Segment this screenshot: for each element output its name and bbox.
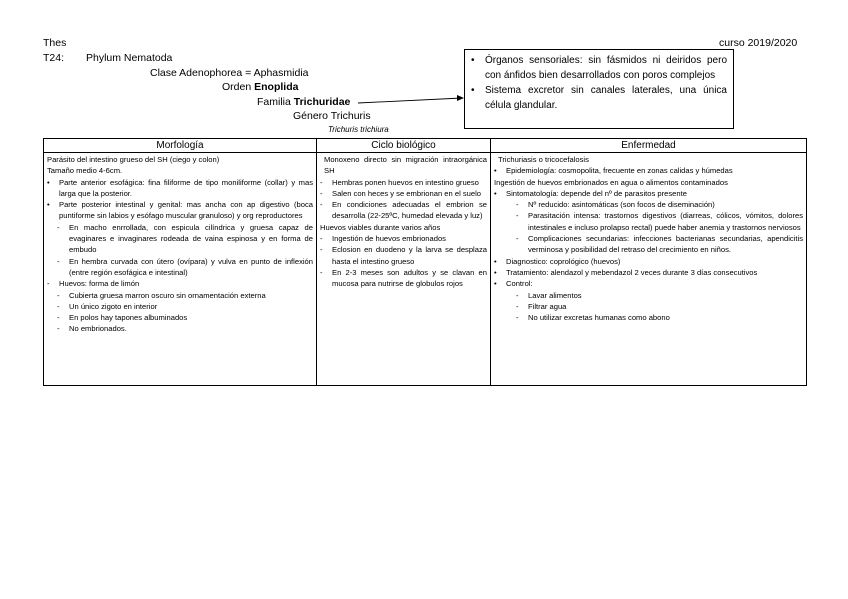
morfologia-cell (44, 153, 317, 386)
clase-label: Clase Adenophorea = Aphasmidia (150, 67, 309, 79)
list-item: • Parte posterior intestinal y genital: mas ancha con ap digestivo (boca puntiforme sin labios y esófago muscular granuloso) y org reproductores (47, 200, 313, 221)
list-item: - Eclosion en duodeno y la larva se desplaza hasta el intestino grueso (320, 245, 487, 266)
list-item: - Salen con heces y se embrionan en el suelo (320, 188, 482, 198)
list-item: - En polos hay tapones albuminados (57, 313, 188, 323)
list-item: - Un único zigoto en interior (57, 301, 158, 311)
list-item: - En hembra curvada con útero (ovípara) y vulva en punto de inflexión (entre región esofágica e intestinal) (57, 256, 313, 277)
list-item: - En 2-3 meses son adultos y se clavan en mucosa para nutrirse de globulos rojos (320, 267, 487, 289)
course-year: curso 2019/2020 (719, 37, 798, 49)
list-item: • Diagnostico: coprológico (huevos) (494, 256, 621, 266)
summary-table (43, 138, 807, 386)
species-caption: Trichuris trichiura (328, 125, 389, 134)
header-left: Thes (43, 37, 67, 49)
list-item: - Lavar alimentos (516, 290, 582, 300)
genero-label: Género Trichuris (293, 110, 371, 122)
list-item: - Filtrar agua (516, 301, 567, 311)
topic-code: T24: (43, 52, 65, 64)
orden-prefix: Orden (222, 81, 255, 93)
list-item: - Hembras ponen huevos en intestino grueso (320, 177, 479, 187)
callout-item: • Órganos sensoriales: sin fásmidos ni deiridos pero con ánfidos bien desarrollados con poros complejos (471, 55, 727, 81)
header-ciclo: Ciclo biológico (317, 139, 491, 153)
list-item: • Parte anterior esofágica: fina filiforme de tipo moniliforme (collar) y mas larga que la posterior. (47, 177, 313, 198)
list-item: • Sintomatología: depende del nº de parasitos presente (494, 188, 687, 198)
list-item: Monoxeno directo sin migración intraorgánica SH (324, 155, 487, 176)
list-item: - No utilizar excretas humanas como abono (516, 313, 670, 323)
callout-box (464, 49, 734, 129)
list-item: - Parasitación intensa: trastornos digestivos (diarreas, cólicos, vómitos, dolores intestinales e incluso prolapso rectal) puede haber anemia y trastornos nerviosos (516, 211, 803, 232)
enfermedad-cell (491, 153, 807, 386)
familia-name: Trichuridae (293, 96, 351, 108)
orden-name: Enoplida (254, 81, 299, 93)
list-item: • Epidemiología: cosmopolita, frecuente en zonas calidas y húmedas (494, 166, 733, 176)
list-item: Parásito del intestino grueso del SH (ciego y colon) (47, 155, 220, 164)
header-morfologia: Morfología (44, 139, 317, 153)
list-item: - Huevos: forma de limón (47, 279, 140, 289)
list-item: - No embrionados. (57, 324, 127, 334)
list-item: • Tratamiento: alendazol y mebendazol 2 veces durante 3 días consecutivos (494, 267, 758, 277)
list-item: Ingestión de huevos embrionados en agua o alimentos contaminados (494, 177, 728, 187)
list-item: Trichuriasis o tricocefalosis (498, 155, 589, 164)
list-item: - En condiciones adecuadas el embrion se desarrolla (22-25ºC, humedad elevada y luz) (320, 200, 487, 221)
list-item: - Ingestión de huevos embrionados (320, 234, 446, 244)
list-item: - En macho enrrollada, con espicula cilíndrica y gruesa capaz de evaginares e invaginares rodeada de vaina espinosa y en forma de embudo (57, 222, 313, 255)
list-item: • Control: (494, 279, 533, 289)
phylum-label: Phylum Nematoda (86, 52, 173, 64)
ciclo-cell (317, 153, 491, 386)
list-item: Tamaño medio 4-6cm. (47, 166, 123, 176)
list-item: - Cubierta gruesa marron oscuro sin ornamentación externa (57, 290, 266, 300)
list-item: Huevos viables durante varios años (320, 222, 441, 232)
header-enfermedad: Enfermedad (491, 139, 807, 153)
list-item: - Nº reducido: asintomáticas (son focos de diseminación) (516, 200, 715, 210)
familia-prefix: Familia (257, 96, 294, 108)
callout-item: • Sistema excretor sin canales laterales, una única célula glandular. (471, 85, 727, 111)
list-item: - Complicaciones secundarias: infecciones bacterianas secundarias, apendicitis verminosa y posibilidad del retraso del crecimiento en niños. (516, 234, 803, 255)
